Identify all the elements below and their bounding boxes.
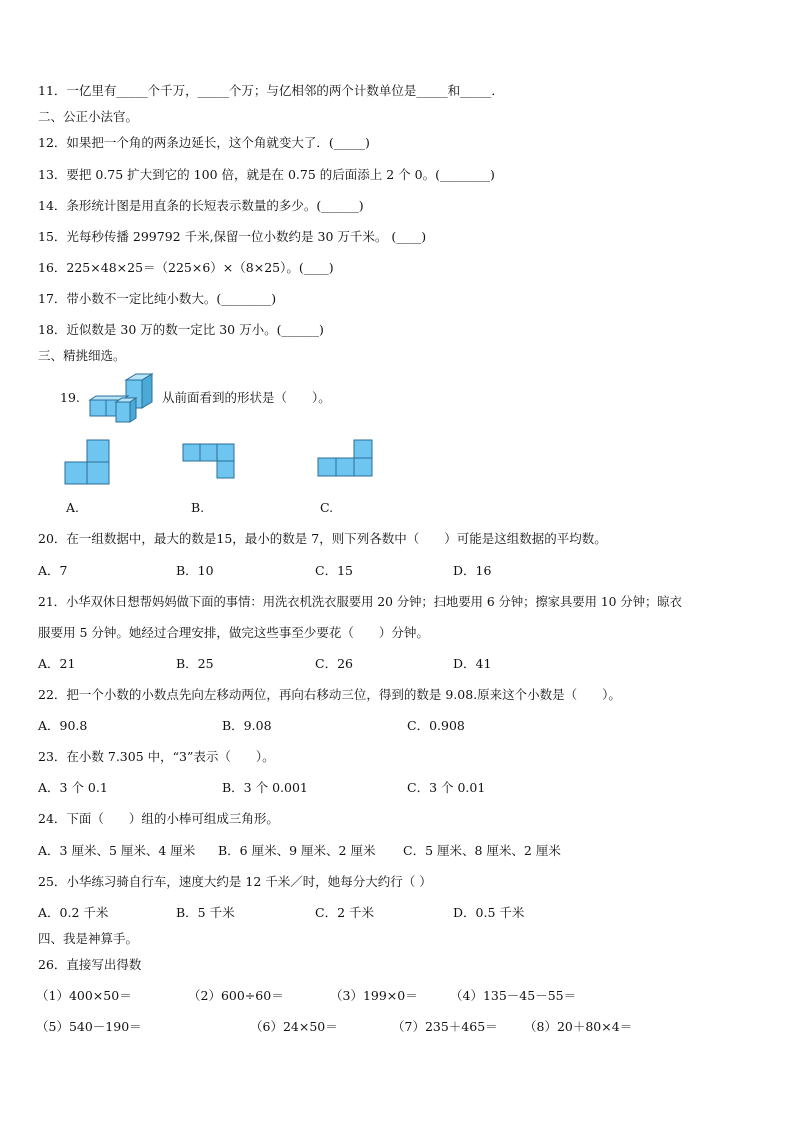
question-16: 16．225×48×25＝（225×6）×（8×25）。(____) <box>38 260 334 275</box>
question-14: 14．条形统计图是用直条的长短表示数量的多少。(______) <box>38 198 364 213</box>
question-25-option-b: B．5 千米 <box>176 905 235 920</box>
view-b-figure <box>182 443 236 481</box>
section-2-title: 二、公正小法官。 <box>38 109 139 124</box>
question-19-option-a: A. <box>66 500 80 515</box>
question-21-option-b: B．25 <box>176 656 214 671</box>
calc-item-2: （2）600÷60＝ <box>188 988 284 1003</box>
question-23-option-b: B．3 个 0.001 <box>222 780 308 795</box>
question-24-option-a: A．3 厘米、5 厘米、4 厘米 <box>38 843 196 858</box>
question-22-option-a: A．90.8 <box>38 718 88 733</box>
calc-item-3: （3）199×0＝ <box>330 988 418 1003</box>
question-21-option-a: A．21 <box>38 656 76 671</box>
question-19-number: 19. <box>60 390 80 405</box>
question-13: 13．要把 0.75 扩大到它的 100 倍，就是在 0.75 的后面添上 2 个 0。(________) <box>38 167 495 182</box>
calc-item-8: （8）20＋80×4＝ <box>524 1019 633 1034</box>
question-21-line-1: 21．小华双休日想帮妈妈做下面的事情：用洗衣机洗衣服要用 20 分钟；扫地要用 6 分钟；擦家具要用 10 分钟；晾衣 <box>38 595 682 609</box>
question-24: 24．下面（ ）组的小棒可组成三角形。 <box>38 811 279 826</box>
section-3-title: 三、精挑细选。 <box>38 348 126 363</box>
calc-item-4: （4）135－45－55＝ <box>450 988 577 1003</box>
question-17: 17．带小数不一定比纯小数大。(________) <box>38 291 277 306</box>
question-19-option-c: C. <box>320 500 334 515</box>
question-11: 11．一亿里有_____个千万，_____个万；与亿相邻的两个计数单位是_____和_____． <box>38 83 504 98</box>
question-22-option-b: B．9.08 <box>222 718 272 733</box>
question-21-line-2: 服要用 5 分钟。她经过合理安排，做完这些事至少要花（ ）分钟。 <box>38 625 429 640</box>
question-18: 18．近似数是 30 万的数一定比 30 万小。(______) <box>38 322 324 337</box>
question-21-option-d: D．41 <box>453 656 492 671</box>
question-19-text: 从前面看到的形状是（ ）。 <box>162 390 331 405</box>
question-22-option-c: C．0.908 <box>407 718 465 733</box>
question-25: 25．小华练习骑自行车，速度大约是 12 千米／时，她每分大约行（ ） <box>38 874 432 889</box>
question-15: 15．光每秒传播 299792 千米,保留一位小数约是 30 万千米。 (____) <box>38 229 427 244</box>
view-a-figure <box>64 439 110 485</box>
view-c-figure <box>317 439 373 479</box>
question-20: 20．在一组数据中，最大的数是15，最小的数是 7，则下列各数中（ ）可能是这组数据的平均数。 <box>38 531 607 546</box>
question-25-option-c: C．2 千米 <box>315 905 374 920</box>
question-23-option-a: A．3 个 0.1 <box>38 780 108 795</box>
question-20-option-b: B．10 <box>176 563 214 578</box>
question-22: 22．把一个小数的小数点先向左移动两位，再向右移动三位，得到的数是 9.08.原来这个小数是（ ）。 <box>38 687 621 702</box>
question-23-option-c: C．3 个 0.01 <box>407 780 486 795</box>
section-4-title: 四、我是神算手。 <box>38 931 139 946</box>
calc-item-1: （1）400×50＝ <box>36 988 132 1003</box>
question-25-option-d: D．0.5 千米 <box>453 905 525 920</box>
question-24-option-b: B．6 厘米、9 厘米、2 厘米 <box>218 843 376 858</box>
calc-item-5: （5）540－190＝ <box>36 1019 142 1034</box>
question-23: 23．在小数 7.305 中，“3”表示（ ）。 <box>38 749 275 764</box>
calc-item-6: （6）24×50＝ <box>250 1019 338 1034</box>
question-20-option-d: D．16 <box>453 563 492 578</box>
question-19-option-b: B. <box>191 500 205 515</box>
question-21-option-c: C．26 <box>315 656 353 671</box>
calc-item-7: （7）235＋465＝ <box>392 1019 498 1034</box>
question-20-option-a: A．7 <box>38 563 68 578</box>
question-25-option-a: A．0.2 千米 <box>38 905 109 920</box>
question-26: 26．直接写出得数 <box>38 957 142 972</box>
question-12: 12．如果把一个角的两条边延长，这个角就变大了．(_____) <box>38 135 370 150</box>
question-24-option-c: C．5 厘米、8 厘米、2 厘米 <box>403 843 561 858</box>
question-20-option-c: C．15 <box>315 563 353 578</box>
cube-stack-figure <box>86 372 158 424</box>
